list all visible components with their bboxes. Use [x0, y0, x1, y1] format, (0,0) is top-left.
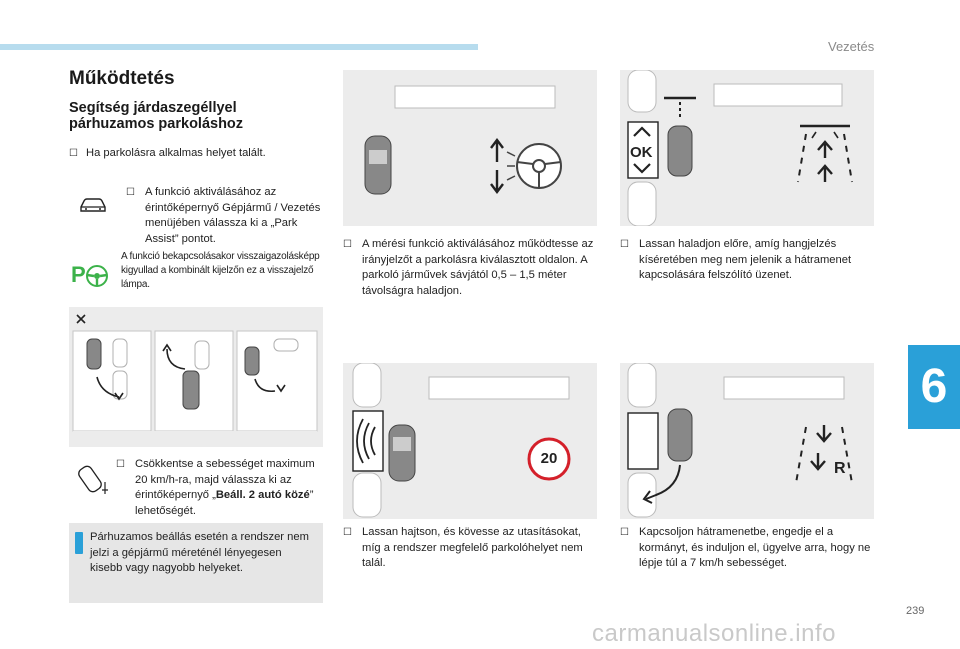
steering-wheel-indicator-icon [85, 264, 109, 288]
step-measure: ☐ A mérési funkció aktiválásához működtesse az irányjelzőt a parkolásra kiválasztott oldalon. A parkoló járművek sávjától 0,5 – 1,5 méter távolságra haladjon. [343, 238, 594, 297]
reverse-gear-label: R [834, 460, 846, 477]
bullet-icon: ☐ [116, 459, 125, 470]
watermark: carmanualsonline.info [592, 620, 836, 647]
reverse-illustration-drawing [620, 363, 874, 519]
step-reverse: ☐ Kapcsoljon hátramenetbe, engedje el a kormányt, és induljon el, ügyelve arra, hogy ne lépje túl a 7 km/h sebességet. [620, 526, 871, 569]
park-assist-screen-drawing [69, 307, 323, 447]
drive-slow-illustration-drawing [343, 363, 597, 519]
chapter-tab: 6 [908, 345, 960, 429]
step-activate: ☐ A funkció aktiválásához az érintőképernyő Gépjármű / Vezetés menüjében válassza ki a „Park Assist” pontot. [126, 186, 321, 245]
info-text: Párhuzamos beállás esetén a rendszer nem jelzi a gépjármű méreténél lényegesen kisebb vagy nagyobb helyeket. [90, 531, 309, 574]
page-number: 239 [906, 605, 925, 617]
bullet-icon: ☐ [126, 187, 135, 198]
step-drive-slow: ☐ Lassan hajtson, és kövesse az utasításokat, míg a rendszer megfelelő parkolóhelyet nem talál. [343, 526, 583, 569]
step-find-space: ☐ Ha parkolásra alkalmas helyet talált. [69, 146, 319, 162]
p-indicator-letter: P [71, 262, 86, 287]
section-title: Vezetés [828, 39, 875, 54]
ok-label: OK [630, 144, 653, 161]
bullet-icon: ☐ [343, 239, 352, 250]
car-menu-icon [78, 197, 108, 213]
bullet-icon: ☐ [620, 527, 629, 538]
subtitle: Segítség járdaszegéllyel párhuzamos parkoláshoz [69, 100, 244, 132]
header-bar [0, 44, 478, 50]
page-title: Működtetés [69, 68, 175, 89]
bullet-icon: ☐ [343, 527, 352, 538]
bullet-icon: ☐ [69, 148, 78, 159]
step-reduce-speed: ☐ Csökkentse a sebességet maximum 20 km/h-ra, majd válassza ki az érintőképernyő „Beáll. 2 autó közé” lehetőségét. [116, 458, 315, 517]
info-icon [75, 532, 83, 554]
speed-limit-sign: 20 [540, 450, 558, 467]
indicator-note: A funkció bekapcsolásakor visszaigazolásképp kigyullad a kombinált kijelzőn ez a visszajelző lámpa. [121, 251, 320, 290]
move-forward-illustration-drawing [620, 70, 874, 226]
bullet-icon: ☐ [620, 239, 629, 250]
speed-sensor-car-icon [74, 464, 112, 496]
step-move-forward: ☐ Lassan haladjon előre, amíg hangjelzés kíséretében meg nem jelenik a hátramenet kapcsolására felszólító üzenet. [620, 238, 852, 281]
measure-illustration-drawing [343, 70, 597, 226]
